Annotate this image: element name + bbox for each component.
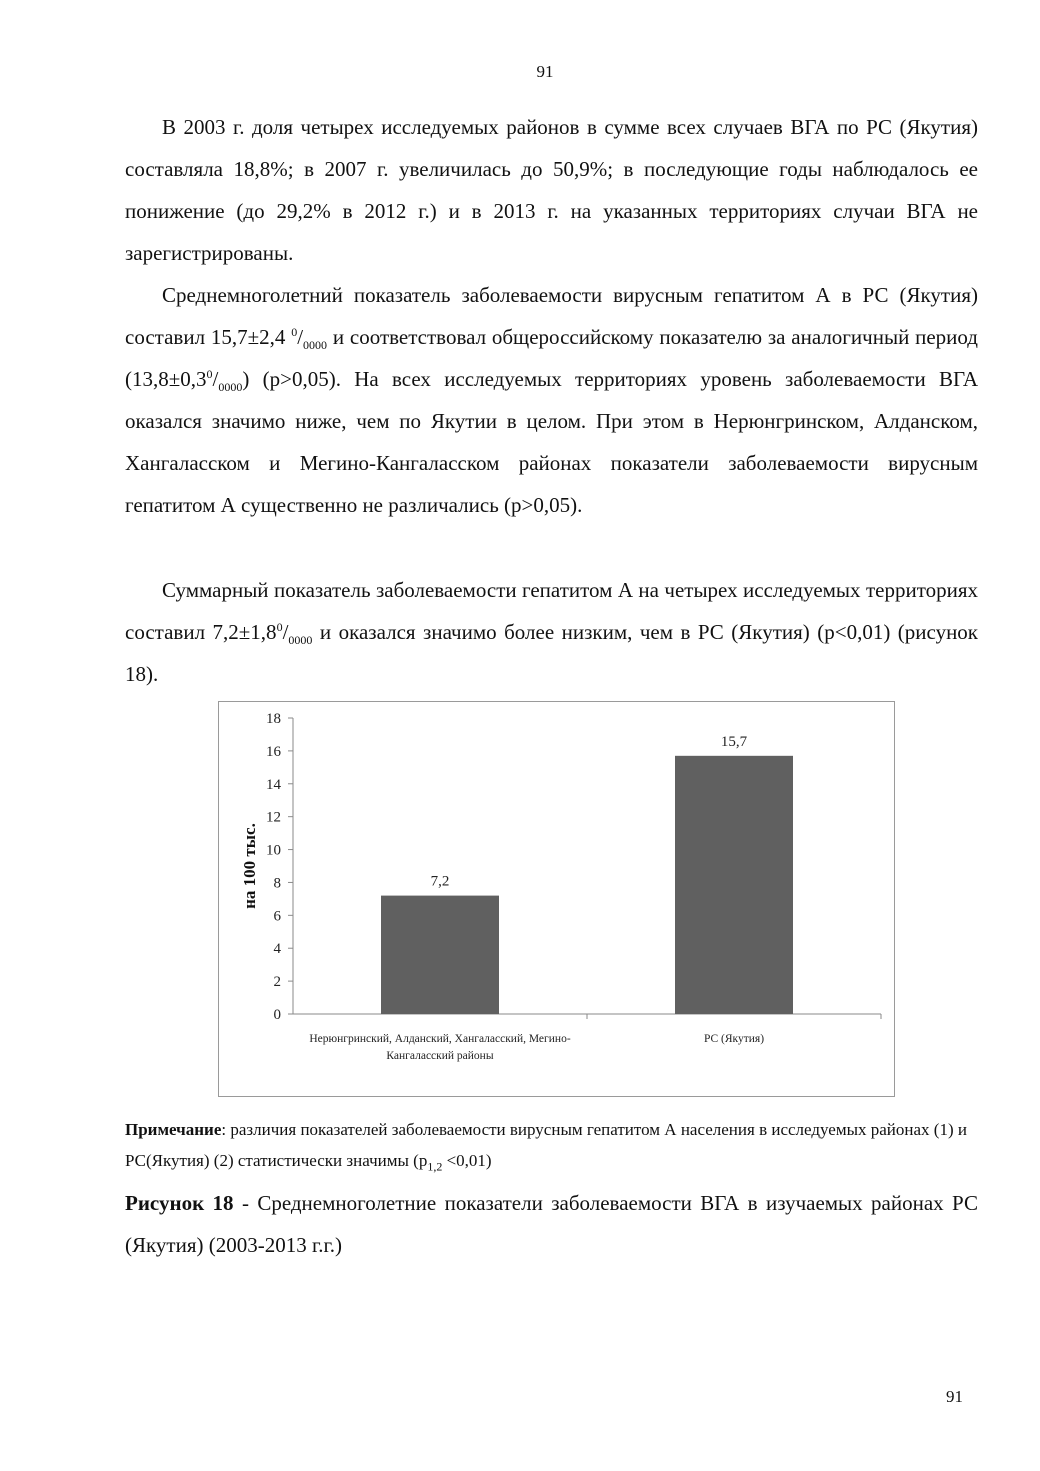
unit-slash: / [297,325,304,349]
unit-sub: 0000 [303,338,328,353]
unit-sup: 0 [276,620,283,634]
caption-label: Рисунок 18 [125,1191,234,1215]
y-tick-label: 16 [266,743,281,760]
y-tick-label: 18 [266,711,281,727]
note-sub: 1,2 [427,1159,443,1174]
paragraph-2-part-b: и соответствовал общероссийскому показателю за аналогичный период (13,8±0,3 [125,325,978,391]
paragraph-3-part-b: и оказался значимо более низким, чем в РС (Якутия) (р<0,01) (рисунок 18). [125,620,979,686]
unit-slash: / [212,367,219,391]
paragraph-3-part-a: Суммарный показатель заболеваемости гепатитом А на четырех исследуемых территориях составил 7,2±1,8 [125,578,978,644]
category-label: Нерюнгринский, Алданский, Хангаласский, Мегино- [309,1033,571,1045]
y-tick-label: 6 [273,908,281,925]
paragraph-1: В 2003 г. доля четырех исследуемых районов в сумме всех случаев ВГА по РС (Якутия) составляла 18,8%; в 2007 г. увеличилась до 50,9%; в последующие годы наблюдалось ее понижение (до 29,2% в 2012 г.) и в 2013 г. на указанных территориях случаи ВГА не зарегистрированы. [125,115,978,265]
y-tick-label: 0 [273,1007,281,1023]
paragraph-2 [125,274,978,526]
page-number-bottom: 91 [946,1387,963,1406]
unit-sub: 0000 [288,633,313,648]
note-end: <0,01) [442,1151,492,1170]
data-label: 15,7 [720,733,748,750]
category-label: Кангаласский районы [386,1050,494,1062]
page-number-top: 91 [536,62,554,81]
note-text: : различия показателей заболеваемости вирусным гепатитом А населения в исследуемых районах (1) и РС(Якутия) (2) статистически значимы (р [125,1120,967,1170]
y-tick-label: 8 [273,875,281,892]
y-tick-label: 4 [273,941,281,958]
paragraph-3 [125,569,978,695]
data-label: 7,2 [430,873,450,890]
note-label: Примечание [125,1120,222,1139]
bar [675,756,793,1014]
unit-sub: 0000 [218,380,243,395]
y-tick-label: 2 [273,974,281,991]
unit-sup: 0 [206,367,213,381]
caption-text: - Среднемноголетние показатели заболеваемости ВГА в изучаемых районах РС (Якутия) (2003-2013 г.г.) [125,1191,978,1257]
y-tick-label: 12 [266,809,281,826]
figure-note [125,1114,967,1176]
unit-sup: 0 [291,325,298,339]
unit-slash: / [282,620,289,644]
chart-frame [218,701,895,1097]
y-tick-label: 10 [266,842,281,859]
category-label: РС (Якутия) [703,1033,765,1045]
y-tick-label: 14 [266,776,281,793]
y-axis-label: на 100 тыс. [240,823,259,909]
bar-chart [219,702,894,1096]
paragraph-2-part-a: Среднемноголетний показатель заболеваемости вирусным гепатитом А в РС (Якутия) составил 15,7±2,4 [125,283,978,349]
paragraph-2-part-c: ) (р>0,05). На всех исследуемых территориях уровень заболеваемости ВГА оказался значимо ниже, чем по Якутии в целом. При этом в Нерюнгринском, Алданском, Хангаласском и Мегино-Кангаласском районах показатели заболеваемости вирусным гепатитом А существенно не различались (р>0,05). [125,367,978,517]
bar [381,896,499,1014]
figure-caption [125,1182,978,1266]
